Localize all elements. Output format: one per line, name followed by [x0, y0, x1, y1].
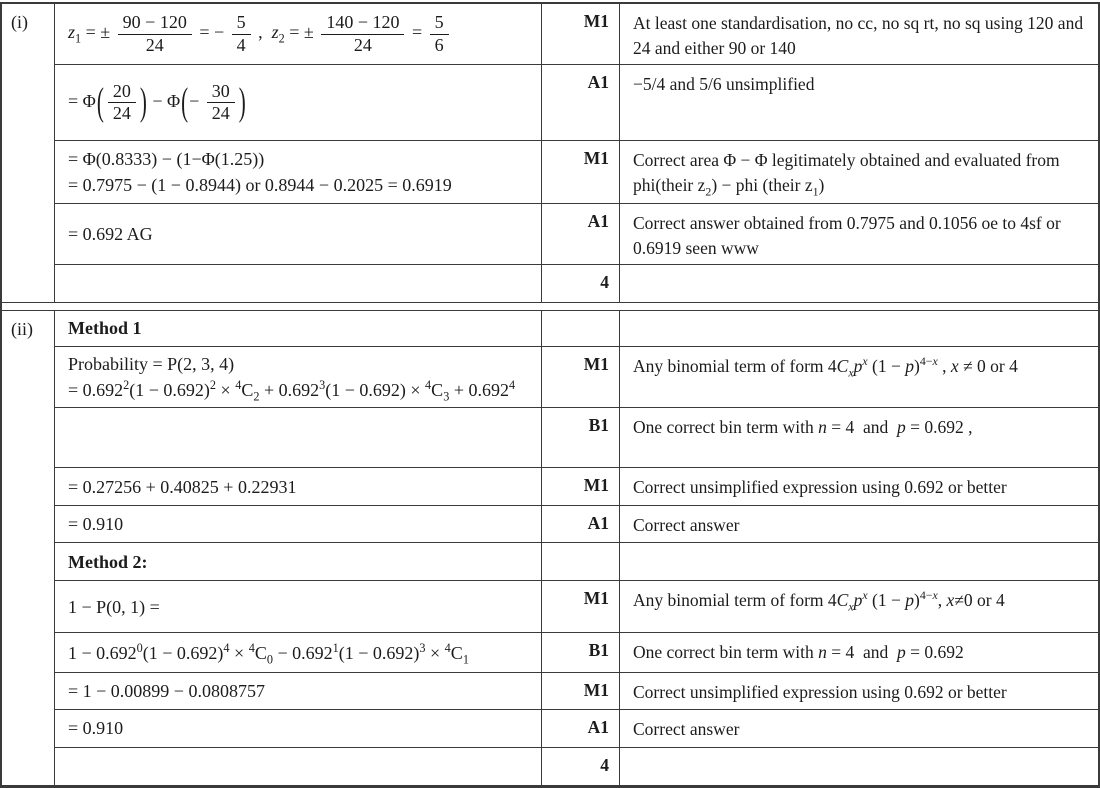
part-label-ii: (ii): [2, 311, 55, 785]
mark-cell: M1: [542, 673, 620, 709]
note-cell: Correct unsimplified expression using 0.692 or better: [633, 477, 1007, 498]
section-divider: [2, 302, 1098, 311]
working-cell: [55, 408, 542, 467]
working-cell: [55, 468, 542, 505]
mark-cell: M1: [542, 581, 620, 632]
mark-cell: B1: [542, 408, 620, 467]
note-cell: At least one standardisation, no cc, no sq rt, no sq using 120 and 24 and either 90 or 140: [633, 13, 1084, 58]
working-cell: [55, 673, 542, 709]
working-cell: [55, 710, 542, 747]
note-cell: One correct bin term with n = 4 and p = 0.692: [633, 642, 964, 663]
table-row: [55, 4, 1098, 65]
working-text: = Φ( $\frac{20}{24}$ ) − Φ(− $\frac{30}{24}$ ): [68, 79, 246, 124]
table-row: [55, 543, 1098, 581]
note-cell: Correct answer obtained from 0.7975 and 0.1056 oe to 4sf or 0.6919 seen www: [633, 213, 1061, 258]
table-row: [55, 408, 1098, 468]
working-cell: [55, 265, 542, 302]
table-row: [55, 347, 1098, 408]
method-heading: Method 1: [68, 318, 142, 339]
note-cell: [620, 311, 1098, 346]
table-row: [55, 581, 1098, 633]
section-ii-rows: [55, 311, 1098, 785]
table-row: [55, 468, 1098, 506]
mark-cell: A1: [542, 65, 620, 140]
working-text: $z_1$ = ± $\frac{90 - 120}{24}$ = − $\frac{5}{4}$ , $z_2$ = ± $\frac{140 - 120}{24}$ = $\frac{5}{6}$: [68, 10, 531, 57]
mark-cell: A1: [542, 506, 620, 542]
note-cell: Any binomial term of form $4C_xp^x$ $(1 - p)^{4-x}$, x≠0 or 4: [633, 588, 1005, 614]
note-cell: Any binomial term of form $4C_xp^x$ $(1 - p)^{4-x}$ , x ≠ 0 or 4: [633, 354, 1018, 380]
section-part-i: [2, 4, 1098, 302]
table-row: [55, 673, 1098, 710]
mark-cell: [542, 543, 620, 580]
working-text: = 0.910: [68, 514, 124, 535]
table-row: [55, 204, 1098, 265]
mark-cell: M1: [542, 347, 620, 407]
markscheme-table: [0, 2, 1100, 788]
working-cell: [55, 141, 542, 203]
mark-cell: A1: [542, 710, 620, 747]
mark-cell: A1: [542, 204, 620, 264]
table-row: [55, 311, 1098, 347]
mark-cell: [542, 311, 620, 346]
note-cell: Correct answer: [633, 718, 740, 739]
note-cell: [620, 748, 1098, 785]
working-cell: [55, 633, 542, 672]
working-cell: [55, 581, 542, 632]
working-cell: [55, 347, 542, 407]
working-text: Probability = P(2, 3, 4) = $0.692^2(1 - 0.692)^2 \times ^4C_2 + 0.692^3(1 - 0.692) \times ^4C_3 + 0.692^4$: [68, 354, 516, 404]
note-cell: One correct bin term with n = 4 and p = 0.692 ,: [633, 417, 973, 438]
mark-cell total-marks: 4: [542, 748, 620, 785]
mark-cell: M1: [542, 4, 620, 64]
table-row: [55, 748, 1098, 785]
section-i-rows: [55, 4, 1098, 302]
mark-cell: B1: [542, 633, 620, 672]
section-part-ii: [2, 311, 1098, 785]
note-cell: [620, 265, 1098, 302]
working-cell: [55, 506, 542, 542]
table-row: [55, 265, 1098, 302]
working-text: = 0.910: [68, 718, 124, 739]
note-cell: Correct unsimplified expression using 0.692 or better: [633, 682, 1007, 703]
working-text: = Φ(0.8333) − (1−Φ(1.25)) = 0.7975 − (1 − 0.8944) or 0.8944 − 0.2025 = 0.6919: [68, 148, 452, 195]
table-row: [55, 65, 1098, 141]
working-cell: [55, 748, 542, 785]
working-text: $1 - 0.692^0(1 - 0.692)^4 \times ^4C_0 - 0.692^1(1 - 0.692)^3 \times ^4C_1$: [68, 640, 469, 667]
note-cell: Correct answer: [633, 515, 740, 536]
working-text: 1 − P(0, 1) =: [68, 596, 160, 617]
table-row: [55, 710, 1098, 748]
method-heading: Method 2:: [68, 551, 148, 572]
note-cell: −5/4 and 5/6 unsimplified: [633, 74, 815, 94]
working-text: = 0.692 AG: [68, 223, 153, 244]
working-cell: [55, 311, 542, 346]
working-text: = 1 − 0.00899 − 0.0808757: [68, 680, 265, 701]
working-cell: [55, 4, 542, 64]
mark-cell: M1: [542, 141, 620, 203]
working-text: = 0.27256 + 0.40825 + 0.22931: [68, 476, 297, 497]
mark-cell: M1: [542, 468, 620, 505]
table-row: [55, 141, 1098, 204]
mark-cell total-marks: 4: [542, 265, 620, 302]
working-cell: [55, 543, 542, 580]
working-cell: [55, 204, 542, 264]
table-row: [55, 633, 1098, 673]
working-cell: [55, 65, 542, 140]
part-label-i: (i): [2, 4, 55, 302]
note-cell: Correct area Φ − Φ legitimately obtained and evaluated from phi(their $z_2$) − phi (their $z_1$): [633, 150, 1060, 198]
note-cell: [620, 543, 1098, 580]
table-row: [55, 506, 1098, 543]
